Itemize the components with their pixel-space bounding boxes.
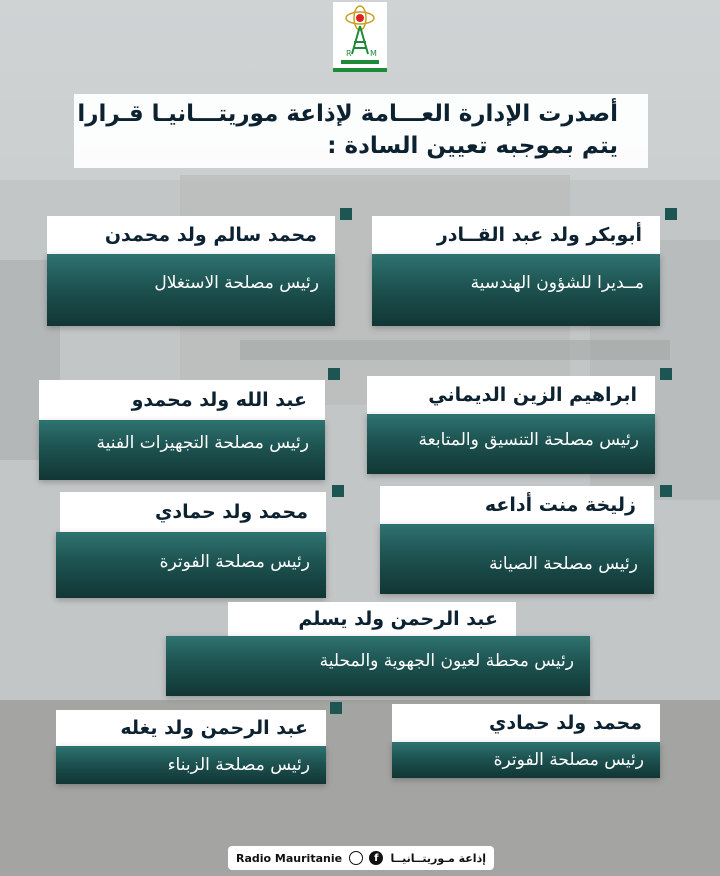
appointee-name: زليخة منت أداعه	[380, 486, 654, 524]
appointee-name: عبد الرحمن ولد يغله	[56, 710, 326, 746]
footer-brand: Radio Mauritanie	[236, 851, 343, 865]
globe-icon[interactable]	[349, 851, 363, 865]
appointee-role: رئيس مصلحة الصيانة	[380, 524, 654, 594]
announcement-headline	[74, 94, 648, 168]
footer-bar	[228, 846, 494, 870]
appointee-role: رئيس مصلحة الزبناء	[56, 746, 326, 784]
appointee-role: رئيس محطة لعيون الجهوية والمحلية	[166, 636, 590, 696]
appointee-name: محمد ولد حمادي	[392, 704, 660, 742]
appointee-name: محمد سالم ولد محمدن	[47, 216, 335, 254]
appointee-name: عبد الله ولد محمدو	[39, 380, 325, 420]
appointee-role: رئيس مصلحة الفوترة	[392, 742, 660, 778]
appointee-name: أبوبكر ولد عبد القــادر	[372, 216, 660, 254]
corner-square	[665, 208, 677, 220]
appointee-role: رئيس مصلحة الاستغلال	[47, 254, 335, 326]
appointee-role: رئيس مصلحة الفوترة	[56, 532, 326, 598]
corner-square	[340, 208, 352, 220]
headline-line-2: يتم بموجبه تعيين السادة :	[327, 133, 618, 159]
footer-arabic-name: إذاعة مـوريتــانيــا	[390, 851, 486, 865]
appointee-name: ابراهيم الزين الديماني	[367, 376, 655, 414]
corner-square	[332, 485, 344, 497]
radio-logo	[333, 2, 387, 72]
appointee-name: محمد ولد حمادي	[60, 492, 326, 532]
corner-square	[330, 702, 342, 714]
antenna-icon	[333, 2, 387, 68]
appointee-name: عبد الرحمن ولد يسلم	[228, 602, 516, 636]
corner-square	[660, 368, 672, 380]
svg-text:R: R	[346, 49, 352, 58]
appointee-role: رئيس مصلحة التجهيزات الفنية	[39, 420, 325, 480]
svg-text:M: M	[370, 49, 377, 58]
headline-line-1: أصدرت الإدارة العـــامة لإذاعة موريتـــانيـا قـرارا	[77, 101, 618, 127]
appointee-role: رئيس مصلحة التنسيق والمتابعة	[367, 414, 655, 474]
corner-square	[328, 368, 340, 380]
corner-square	[660, 485, 672, 497]
appointee-role: مــديرا للشؤون الهندسية	[372, 254, 660, 326]
facebook-icon[interactable]: f	[369, 851, 383, 865]
